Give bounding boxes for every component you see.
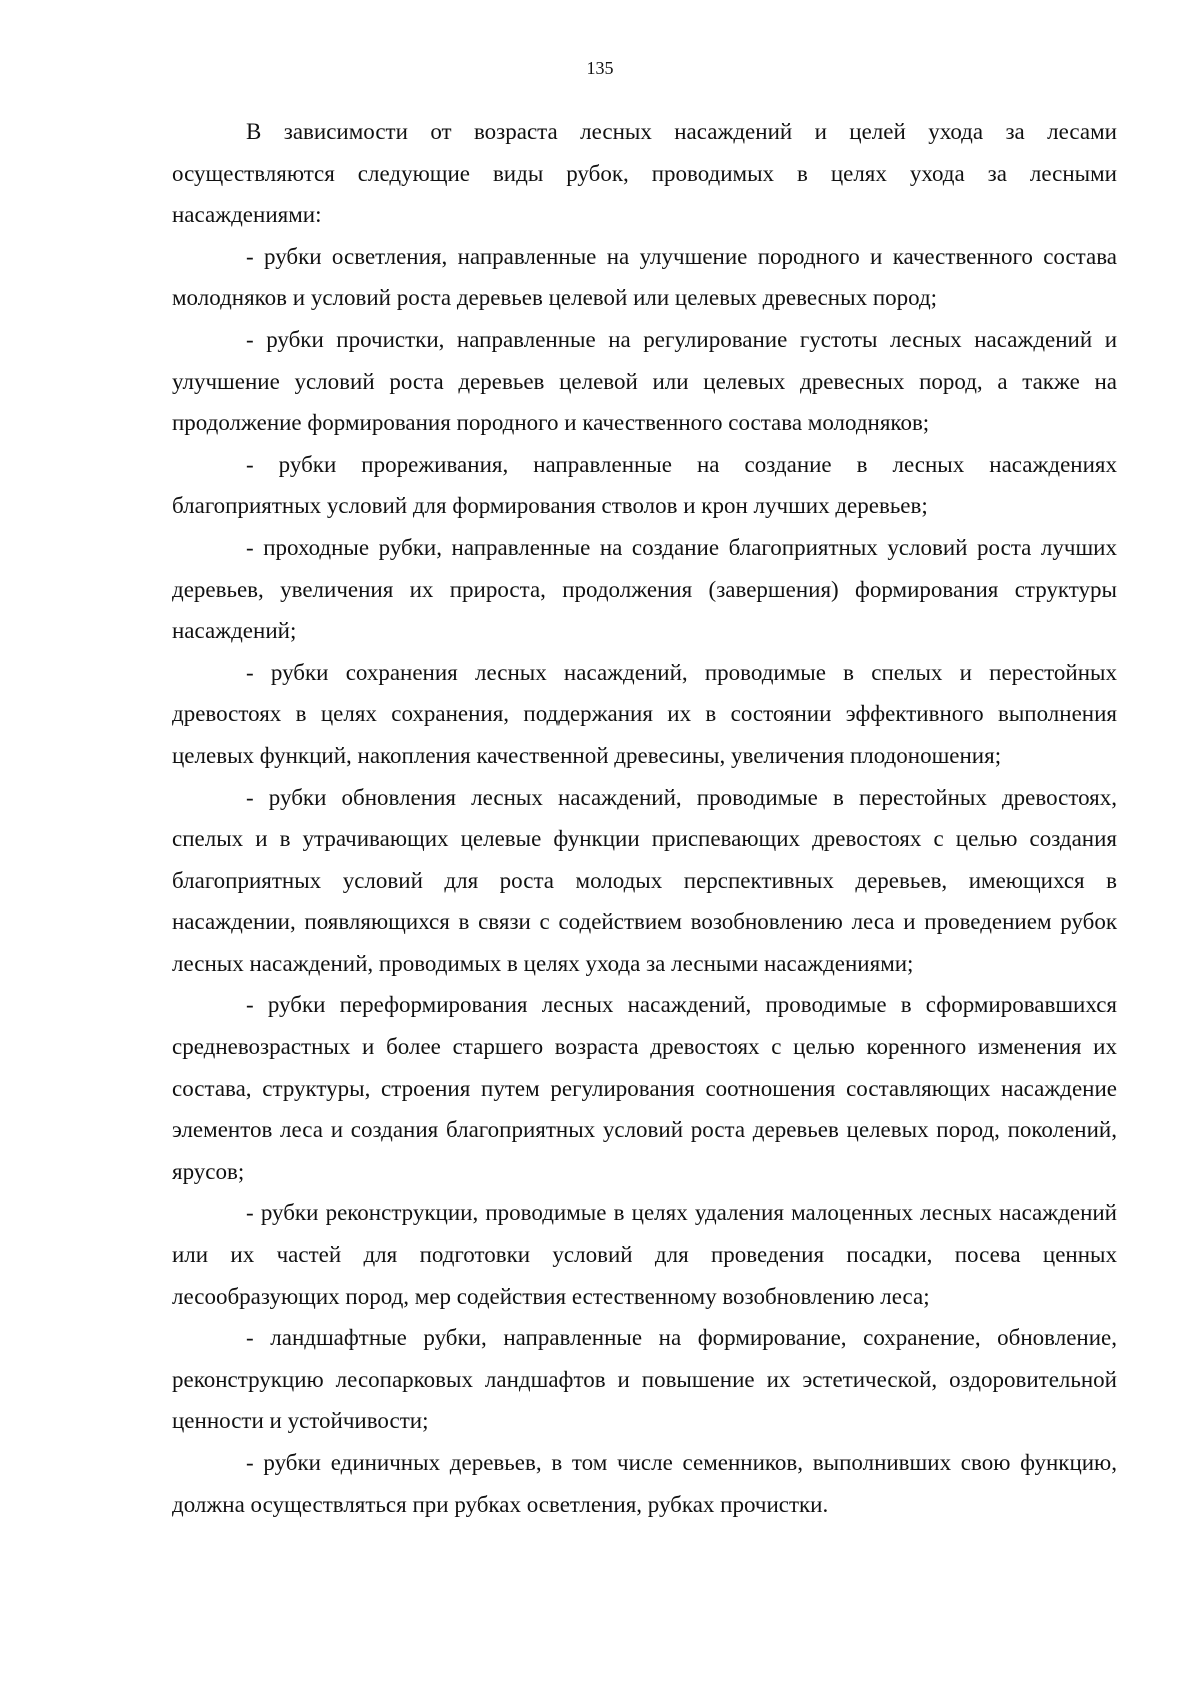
list-item-reconstruction-cuttings: - рубки реконструкции, проводимые в целях удаления малоценных лесных насаждений или их частей для подготовки условий для проведения посадки, посева ценных лесообразующих пород, мер содействия естественному возобновлению леса; (172, 1200, 1117, 1309)
body-text (172, 111, 1117, 1525)
page-number: 135 (586, 58, 614, 78)
list-item-thinning-cuttings: - рубки прореживания, направленные на создание в лесных насаждениях благоприятных условий для формирования стволов и крон лучших деревьев; (172, 451, 1117, 519)
list-item-renewal-cuttings: - рубки обновления лесных насаждений, проводимые в перестойных древостоях, спелых и в утрачивающих целевые функции приспевающих древостоях с целью создания благоприятных условий для роста молодых перспективных деревьев, имеющихся в насаждении, появляющихся в связи с содействием возобновлению леса и проведением рубок лесных насаждений, проводимых в целях ухода за лесными насаждениями; (172, 784, 1117, 976)
list-item-single-tree-cuttings: - рубки единичных деревьев, в том числе семенников, выполнивших свою функцию, должна осуществляться при рубках осветления, рубках прочистки. (172, 1450, 1117, 1517)
list-item-reformation-cuttings: - рубки переформирования лесных насаждений, проводимые в сформировавшихся средневозрастных и более старшего возраста древостоях с целью коренного изменения их состава, структуры, строения путем регулирования соотношения составляющих насаждение элементов леса и создания благоприятных условий роста деревьев целевых пород, поколений, ярусов; (172, 992, 1117, 1184)
list-item-preservation-cuttings: - рубки сохранения лесных насаждений, проводимые в спелых и перестойных древостоях в целях сохранения, поддержания их в состоянии эффективного выполнения целевых функций, накопления качественной древесины, увеличения плодоношения; (172, 659, 1117, 768)
intro-paragraph: В зависимости от возраста лесных насаждений и целей ухода за лесами осуществляются следующие виды рубок, проводимых в целях ухода за лесными насаждениями: (172, 119, 1117, 228)
list-item-passage-cuttings: - проходные рубки, направленные на создание благоприятных условий роста лучших деревьев, увеличения их прироста, продолжения (завершения) формирования структуры насаждений; (172, 534, 1117, 644)
list-item-clearing-cuttings: - рубки осветления, направленные на улучшение породного и качественного состава молодняков и условий роста деревьев целевой или целевых древесных пород; (172, 243, 1117, 311)
list-item-landscape-cuttings: - ландшафтные рубки, направленные на формирование, сохранение, обновление, реконструкцию лесопарковых ландшафтов и повышение их эстетической, оздоровительной ценности и устойчивости; (172, 1325, 1117, 1434)
list-item-cleaning-cuttings: - рубки прочистки, направленные на регулирование густоты лесных насаждений и улучшение условий роста деревьев целевой или целевых древесных пород, а также на продолжение формирования породного и качественного состава молодняков; (172, 326, 1117, 436)
